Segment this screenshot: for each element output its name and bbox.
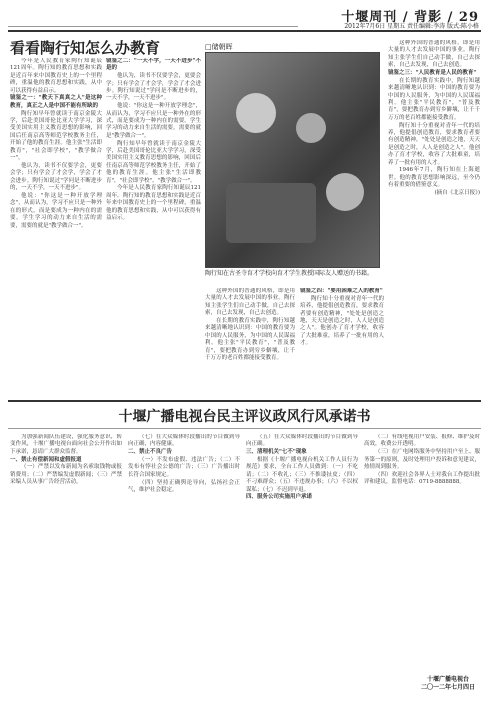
- article1-paragraph: 这种外国的普通的风格，即是用大量的人才去发展中国的事业。陶行知主张学生们自己动手做，自己去探索，自己去发现，自己去创造。: [388, 40, 480, 69]
- pledge-paragraph: （一）严禁以发布新闻为名索取钱物或报销费用；（二）严禁编发虚假新闻；（三）严禁采编人员从事广告经营活动。: [10, 464, 122, 486]
- article1-paragraph: 陶行知早年曾就读于南京金陵大学，后赴美国哥伦比亚大学学习，深受美国实用主义教育思想的影响，回国后任南京高等师范学校教务主任，开始了他的教育生涯。他主张"生活即教育"，"社会即学校"，"教学做合一"。: [106, 140, 201, 184]
- article1-paragraph: 在长期的教育实践中，陶行知越来越清晰地认识到：中国的教育要为中国的人民服务，为中国的人民谋福利。他主张"平民教育"，"普及教育"，要把教育办到穷乡僻壤，让千千万万的老百姓都能接受教育。: [388, 77, 480, 121]
- pledge-paragraph: （四）欢迎社会各界人士对我台工作提出批评和建议，监督电话：0719-8888888。: [364, 471, 480, 486]
- article1-paragraph: 他认为，读书不仅要学会，更要会学；只有学会了才会学，学会了才会进步。陶行知说过"学问是不断进步的，一天不学，一天不进步"。: [106, 73, 201, 102]
- photo-figure-head: [296, 113, 326, 143]
- article1-subheading: 镜鉴之四："要用困难之人的教育": [300, 288, 383, 294]
- historical-photo: [205, 52, 380, 268]
- pledge-paragraph: 为加强新闻队伍建设，强化服务意识，转变作风，十堰广播电视台面向社会公开作出如下承诺，恳请广大群众监督。: [10, 434, 122, 455]
- article1-paragraph: 陶行知早年曾就读于南京金陵大学，后赴美国哥伦比亚大学学习，深受美国实用主义教育思想的影响，回国后任南京高等师范学校教务主任，开始了他的教育生涯。他主张"生活即教育"，"社会即学校"，"教学做合一"。: [10, 110, 102, 162]
- header-rule: [8, 26, 298, 27]
- pledge-paragraph: （七）在大众媒体时段播出的节目做到导向正确，内容健康。: [128, 434, 240, 448]
- pledge-signature: [421, 676, 475, 692]
- issue-meta: 2012年7月6日 星期五 责任编辑:李涛 版式:陈小格: [344, 23, 479, 30]
- article1-column-4: [300, 288, 384, 396]
- photo-caption: 陶行知在古圣寺育才学校向育才学生教授国际友人赠送的书籍。: [205, 270, 374, 277]
- pledge-paragraph: 根据《十堰广播电视台机关工作人员行为规范》要求，全台工作人员做到：（一）不吃请；（二）不收礼；（三）不推诿扯皮；（四）不刁难群众；（五）不违规办事；（六）不以权谋私；（七）不迟到早退。: [246, 457, 358, 493]
- pledge-paragraph: （三）在广电网络服务中坚持用户至上、服务第一的原则，及时处理用户投诉和意见建议，热情周到服务。: [364, 449, 480, 471]
- photo-figure-head: [326, 173, 364, 211]
- article1-column-1: [10, 58, 102, 396]
- photo-credit: (摘自《北京日报》): [434, 190, 480, 197]
- pledge-column-4: [364, 434, 480, 670]
- article1-column-2: [106, 58, 201, 396]
- photo-figure-head: [236, 93, 276, 133]
- pledge-paragraph: （五）在大众媒体时段播出的节目做到导向正确。: [246, 434, 358, 448]
- pledge-subheading: 四、服务公司实施用户承诺: [246, 494, 313, 501]
- article1-paragraph: 陶行知十分重视对青年一代的培养，他提倡创造教育，要求教育者要有创造精神，"处处是创造之地，天天是创造之时，人人是创造之人"。他创办了育才学校，收容了大批难童，培养了一批有用的人才。: [300, 295, 384, 347]
- pledge-paragraph: （一）不发布虚假、违法广告；（二）不发布有悖社会公德的广告；（三）广告播出时长符合国家规定。: [128, 457, 240, 478]
- article-byline: □储朝晖: [205, 43, 233, 51]
- article1-paragraph: 他认为，读书不仅要学会，更要会学；只有学会了才会学，学会了才会进步。陶行知说过"学问是不断进步的，一天不学，一天不进步"。: [10, 162, 102, 192]
- pledge-subheading: 二、禁止不良广告: [128, 449, 173, 456]
- pledge-subheading: 一、禁止有偿新闻和虚假报道: [10, 456, 82, 463]
- pledge-subheading: 三、清理机关"七不"现象: [246, 449, 307, 456]
- article1-column-5: [388, 40, 480, 396]
- article1-paragraph: 1946年7月，陶行知在上海逝世。他的教育思想影响深远，至今仍有着重要的借鉴意义。: [388, 167, 480, 189]
- article1-subheading: 镜鉴之三："人民教育是人民的教育": [388, 70, 477, 77]
- article1-paragraph: 今年是人民教育家陶行知诞辰121周年。陶行知的教育思想和实践是近百年来中国教育史上的一个里程碑，重温他的教育思想和实践，从中可以获得有益启示。: [106, 185, 201, 222]
- masthead-title: 十堰周刊 / 背影 / 29: [341, 10, 479, 25]
- pledge-column-3: [246, 434, 358, 696]
- article1-paragraph: 这种外国的普通的风格，即是用大量的人才去发展中国的事业。陶行知主张学生们自己动手做，自己去探索，自己去发现，自己去创造。: [205, 288, 295, 317]
- article1-subheading: 镜鉴之二："一天不学，一天不进步"不是的: [106, 58, 201, 72]
- article1-paragraph: 陶行知十分重视对青年一代的培养，他提倡创造教育，要求教育者要有创造精神，"处处是创造之地，天天是创造之时，人人是创造之人"。他创办了育才学校，收容了大批难童，培养了一批有用的人才。: [388, 122, 480, 166]
- article1-subheading: 镜鉴之一："教天下真真之人"是这种教育，真正之人是中国不能有所缺的: [10, 95, 102, 109]
- section-divider: [8, 400, 481, 402]
- page-header: [8, 6, 481, 32]
- pledge-column-2: [128, 434, 240, 696]
- pledge-org: 十堰广播电视台: [426, 676, 469, 683]
- pledge-rule: [8, 428, 481, 429]
- photo-book-table: [226, 183, 316, 243]
- article1-paragraph: 今年是人民教育家陶行知诞辰121周年。陶行知的教育思想和实践是近百年来中国教育史上的一个里程碑，重温他的教育思想和实践，从中可以获得有益启示。: [10, 58, 102, 94]
- pledge-column-1: [10, 434, 122, 696]
- article1-paragraph: 在长期的教育实践中，陶行知越来越清晰地认识到：中国的教育要为中国的人民服务，为中国的人民谋福利。他主张"平民教育"，"普及教育"，要把教育办到穷乡僻壤，让千千万万的老百姓都能接受教育。: [205, 318, 295, 362]
- pledge-paragraph: （四）坚持正确舆论导向，弘扬社会正气，维护社会稳定。: [128, 479, 240, 494]
- pledge-paragraph: （二）有线电视用户安装、报修、维护及时高效，收费公开透明。: [364, 434, 480, 448]
- pledge-headline: 十堰广播电视台民主评议政风行风承诺书: [118, 409, 371, 425]
- article1-column-3: [205, 288, 295, 396]
- article1-paragraph: 他说："你这是一种开放学理念"，从而认为，学习不应只是一种外在的形式，而是要成为一种内在的需要。学生学习的动力来自生活的需要，需要的就是"教学做合一"。: [10, 192, 102, 229]
- pledge-date: 二〇一二年七月四日: [420, 684, 475, 691]
- article-headline: 看看陶行知怎么办教育: [10, 39, 161, 57]
- article1-paragraph: 他说："你这是一种开放学理念"，从而认为，学习不应只是一种外在的形式，而是要成为一种内在的需要。学生学习的动力来自生活的需要，需要的就是"教学做合一"。: [106, 103, 201, 139]
